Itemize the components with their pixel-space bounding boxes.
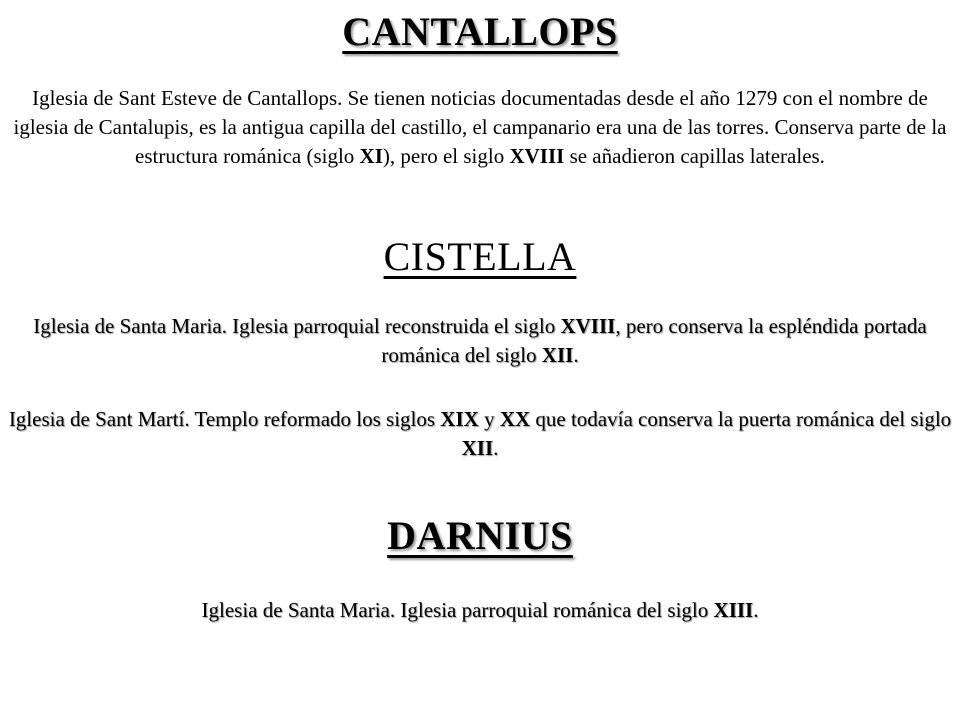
century-numeral: XIX (440, 407, 479, 431)
paragraph-text: Iglesia de Santa Maria. Iglesia parroquial románica del siglo (201, 598, 714, 622)
paragraph-text: Iglesia de Sant Martí. Templo reformado los siglos (8, 407, 441, 431)
paragraph-text: . (493, 436, 499, 460)
cistella-paragraph-sant-marti (6, 405, 954, 463)
section-title-cantallops: CANTALLOPS (342, 9, 618, 54)
century-numeral: XI (359, 144, 383, 168)
darnius-paragraph (180, 596, 780, 625)
paragraph-text: y (478, 407, 500, 431)
century-numeral: XII (461, 436, 494, 460)
century-numeral: XII (541, 343, 574, 367)
century-numeral: XX (499, 407, 531, 431)
paragraph-text: se añadieron capillas laterales. (564, 144, 825, 168)
century-numeral: XVIII (509, 144, 565, 168)
paragraph-text: Iglesia de Santa Maria. Iglesia parroquial reconstruida el siglo (33, 314, 561, 338)
cistella-paragraph-santa-maria (6, 312, 954, 370)
paragraph-text: . (753, 598, 759, 622)
century-numeral: XVIII (560, 314, 616, 338)
paragraph-text: , pero conserva la espléndida portada románica del siglo (381, 314, 927, 367)
paragraph-text: que todavía conserva la puerta románica del siglo (530, 407, 952, 431)
section-title-darnius: DARNIUS (387, 513, 573, 558)
paragraph-text: Iglesia de Sant Esteve de Cantallops. Se tienen noticias documentadas desde el año 1279 con el nombre de iglesia de Cantalupis, es la antigua capilla del castillo, el campanario era una de las torres. Conserva parte de la estructura románica (siglo (13, 86, 947, 168)
paragraph-text: . (573, 343, 579, 367)
paragraph-text: ), pero el siglo (382, 144, 510, 168)
century-numeral: XIII (713, 598, 754, 622)
cantallops-paragraph (12, 84, 948, 171)
section-title-cistella: CISTELLA (383, 234, 577, 279)
